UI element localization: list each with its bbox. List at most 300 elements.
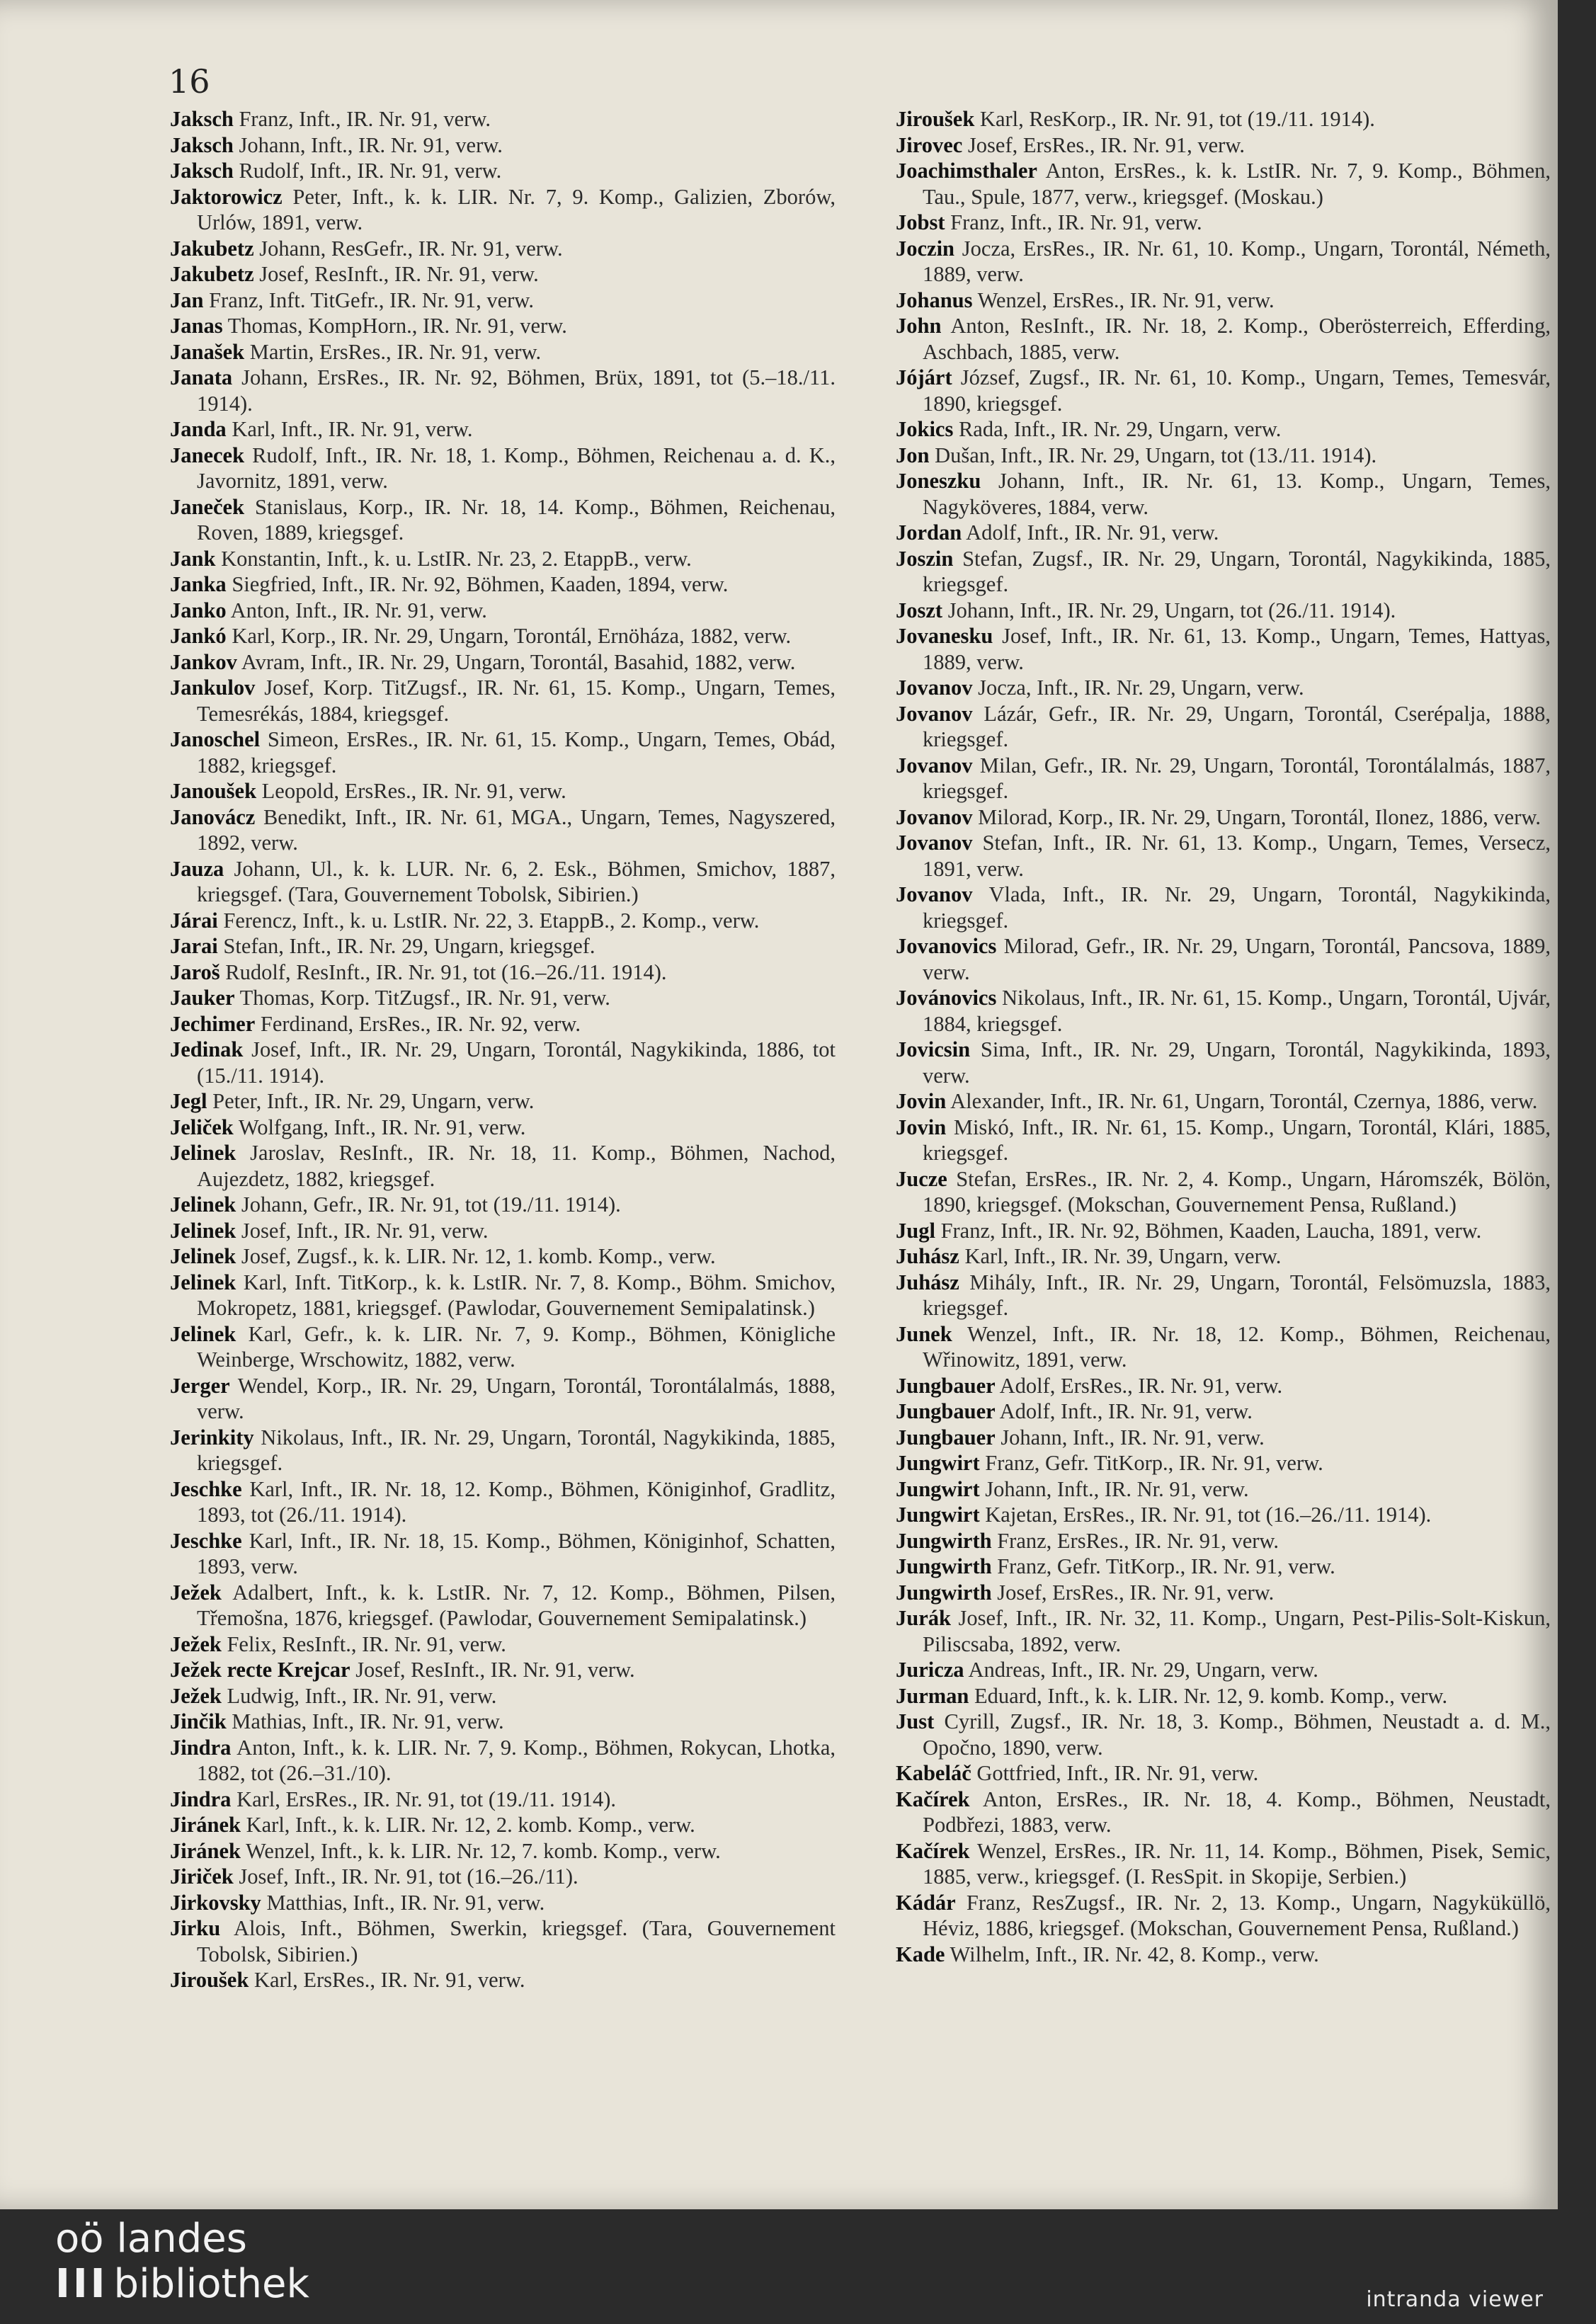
list-item [170,1735,836,1787]
list-item [170,1580,836,1631]
entry-surname: Jauza [170,856,224,881]
entry-surname: Jungwirt [896,1476,980,1501]
entry-details: Siegfried, Inft., IR. Nr. 92, Böhmen, Kaaden, 1894, verw. [226,572,729,596]
entry-surname: Jauker [170,986,235,1010]
entry-surname: Jaroš [170,959,220,984]
list-item [896,1709,1551,1760]
entry-details: Rudolf, ResInft., IR. Nr. 91, tot (16.–26./11. 1914). [220,959,667,984]
entry-details: Milorad, Korp., IR. Nr. 29, Ungarn, Torontál, Ilonez, 1886, verw. [972,804,1541,829]
list-item [896,1683,1551,1709]
list-item [896,1760,1551,1787]
entry-surname: Joszin [896,546,954,571]
entry-surname: Jungwirth [896,1554,992,1578]
entry-surname: Jerger [170,1373,230,1398]
list-item [896,1037,1551,1088]
entry-surname: Jaktorowicz [170,184,283,209]
entry-details: Josef, Inft., IR. Nr. 91, verw. [236,1218,489,1243]
entry-surname: Jungbauer [896,1425,996,1449]
entry-details: Martin, ErsRes., IR. Nr. 91, verw. [244,339,542,364]
list-item [896,1425,1551,1451]
entry-details: Thomas, KompHorn., IR. Nr. 91, verw. [222,314,567,338]
entry-details: Mihály, Inft., IR. Nr. 29, Ungarn, Torontál, Felsömuzsla, 1883, kriegsgef. [923,1270,1551,1320]
entry-details: Eduard, Inft., k. k. LIR. Nr. 12, 9. komb. Komp., verw. [969,1683,1448,1708]
entry-details: Ludwig, Inft., IR. Nr. 91, verw. [221,1683,497,1708]
list-item [896,365,1551,416]
list-item [170,1115,836,1141]
list-item [896,1890,1551,1942]
entry-details: Josef, ResInft., IR. Nr. 91, verw. [253,262,539,286]
entry-surname: Jirovec [896,132,963,157]
entry-surname: Jungwirth [896,1580,992,1605]
list-item [170,132,836,159]
entry-surname: Jelinek [170,1141,236,1165]
entry-details: Stanislaus, Korp., IR. Nr. 18, 14. Komp., Böhmen, Reichenau, Roven, 1889, kriegsgef. [197,494,836,545]
entry-details: Andreas, Inft., IR. Nr. 29, Ungarn, verw. [964,1658,1318,1682]
entry-details: Karl, Inft. TitKorp., k. k. LstIR. Nr. 7, 8. Komp., Böhm. Smichov, Mokropetz, 1881, kriegsgef. (Pawlodar, Gouvernement Semipalatinsk.) [197,1270,836,1320]
entry-details: Franz, ResZugsf., IR. Nr. 2, 13. Komp., Ungarn, Nagyküküllö, Héviz, 1886, kriegsgef. (Mokschan, Gouvernement Pensa, Rußland.) [923,1890,1551,1940]
entry-details: Wilhelm, Inft., IR. Nr. 42, 8. Komp., verw. [945,1942,1319,1966]
list-item [896,1166,1551,1218]
entry-details: Lázár, Gefr., IR. Nr. 29, Ungarn, Torontál, Cserépalja, 1888, kriegsgef. [923,701,1551,751]
list-item [896,210,1551,236]
list-item [896,598,1551,624]
entry-details: Anton, ErsRes., k. k. LstIR. Nr. 7, 9. Komp., Böhmen, Tau., Spule, 1877, verw., kriegsgef. (Moskau.) [923,159,1551,209]
entry-details: Johann, Inft., IR. Nr. 91, verw. [233,132,503,157]
entry-details: Stefan, ErsRes., IR. Nr. 2, 4. Komp., Ungarn, Háromszék, Bölön, 1890, kriegsgef. (Mokschan, Gouvernement Pensa, Rußland.) [923,1166,1551,1217]
entry-details: Johann, ResGefr., IR. Nr. 91, verw. [253,236,563,261]
list-item [170,106,836,132]
entry-details: Stefan, Zugsf., IR. Nr. 29, Ungarn, Torontál, Nagykikinda, 1885, kriegsgef. [923,546,1551,596]
entry-surname: Janecek [170,443,245,467]
entry-details: Karl, ResKorp., IR. Nr. 91, tot (19./11. 1914). [974,107,1375,131]
list-item [170,985,836,1011]
list-item [170,1037,836,1088]
entry-details: Rudolf, Inft., IR. Nr. 18, 1. Komp., Böhmen, Reichenau a. d. K., Javornitz, 1891, verw. [197,443,836,493]
entry-surname: Jovanov [896,753,973,777]
entry-surname: Janas [170,314,223,338]
entry-details: Adolf, ErsRes., IR. Nr. 91, verw. [995,1373,1283,1398]
entry-details: Wendel, Korp., IR. Nr. 29, Ungarn, Torontál, Torontálalmás, 1888, verw. [197,1373,836,1423]
list-item [170,675,836,727]
entry-details: Ferencz, Inft., k. u. LstIR. Nr. 22, 3. EtappB., 2. Komp., verw. [217,908,760,933]
entry-surname: Kade [896,1942,945,1966]
viewer-label: intranda viewer [1366,2287,1544,2312]
entry-details: Kajetan, ErsRes., IR. Nr. 91, tot (16.–26./11. 1914). [979,1503,1432,1527]
list-item [896,1554,1551,1580]
entry-surname: Jan [170,287,204,312]
list-item [170,1528,836,1580]
list-item [170,623,836,649]
entry-details: Karl, Inft., IR. Nr. 18, 15. Komp., Böhmen, Königinhof, Schatten, 1893, verw. [197,1528,836,1578]
list-item [896,1787,1551,1838]
list-item [170,1218,836,1244]
entry-details: Karl, Inft., IR. Nr. 39, Ungarn, verw. [959,1244,1282,1268]
list-item [896,416,1551,443]
entry-surname: Jucze [896,1166,947,1191]
list-item [896,1657,1551,1683]
list-item [170,1787,836,1813]
entry-details: Johann, Ul., k. k. LUR. Nr. 6, 2. Esk., Böhmen, Smichov, 1887, kriegsgef. (Tara, Gouvernement Tobolsk, Sibirien.) [197,856,836,906]
entry-details: Johann, Inft., IR. Nr. 91, verw. [995,1425,1265,1449]
entry-surname: Jirku [170,1916,221,1940]
entry-details: Josef, Inft., IR. Nr. 61, 13. Komp., Ungarn, Temes, Hattyas, 1889, verw. [923,624,1551,674]
entry-surname: Jungwirth [896,1528,992,1553]
entry-details: Wenzel, ErsRes., IR. Nr. 11, 14. Komp., Böhmen, Pisek, Semic, 1885, verw., kriegsgef. (I. ResSpit. in Skopije, Serbien.) [923,1838,1551,1889]
list-item [170,1373,836,1425]
entry-details: Franz, ErsRes., IR. Nr. 91, verw. [991,1528,1279,1553]
entry-surname: Jerinkity [170,1425,254,1449]
list-item [170,1088,836,1115]
list-item [170,1011,836,1037]
entry-surname: Kačírek [896,1787,970,1811]
entry-details: Milan, Gefr., IR. Nr. 29, Ungarn, Torontál, Torontálalmás, 1887, kriegsgef. [923,753,1551,803]
entry-surname: Jordan [896,520,962,545]
entry-details: Anton, ResInft., IR. Nr. 18, 2. Komp., Oberösterreich, Efferding, Aschbach, 1885, verw. [923,314,1551,364]
entry-details: Adalbert, Inft., k. k. LstIR. Nr. 7, 12. Komp., Böhmen, Pilsen, Třemošna, 1876, kriegsgef. (Pawlodar, Gouvernement Semipalatinsk.) [197,1580,836,1630]
entry-surname: Jovanovics [896,934,997,958]
entry-details: Jaroslav, ResInft., IR. Nr. 18, 11. Komp., Böhmen, Nachod, Aujezdetz, 1882, kriegsgef. [197,1141,836,1191]
entry-surname: Just [896,1709,935,1733]
list-item [896,1373,1551,1399]
list-item [170,933,836,959]
entry-details: Karl, Inft., IR. Nr. 18, 12. Komp., Böhmen, Königinhof, Gradlitz, 1893, tot (26./11. 1914). [197,1476,836,1527]
list-item [896,1243,1551,1270]
list-item [170,416,836,443]
entry-details: Anton, ErsRes., IR. Nr. 18, 4. Komp., Böhmen, Neustadt, Podbřezi, 1883, verw. [923,1787,1551,1837]
entry-details: Jocza, Inft., IR. Nr. 29, Ungarn, verw. [972,676,1304,700]
entry-surname: Jaksch [170,132,234,157]
entry-surname: Jelinek [170,1244,236,1268]
list-item [170,778,836,804]
entry-details: Avram, Inft., IR. Nr. 29, Ungarn, Torontál, Basahid, 1882, verw. [236,649,796,674]
list-item [896,236,1551,287]
entry-surname: Jovanov [896,804,973,829]
entry-surname: Jindra [170,1787,232,1811]
list-item [170,1657,836,1683]
entry-surname: Jiriček [170,1864,234,1889]
list-item [896,313,1551,365]
entry-surname: Jiránek [170,1813,241,1837]
list-item [170,571,836,598]
list-item [170,1192,836,1218]
list-item [896,443,1551,469]
list-item [170,959,836,986]
entry-surname: Janovácz [170,804,256,829]
entry-details: Gottfried, Inft., IR. Nr. 91, verw. [971,1761,1259,1785]
entry-surname: Ježek [170,1631,222,1656]
list-item [896,1088,1551,1115]
entry-surname: Jiroušek [170,1968,249,1992]
entry-details: Benedikt, Inft., IR. Nr. 61, MGA., Ungarn, Temes, Nagyszered, 1892, verw. [197,804,836,855]
entry-details: Johann, Inft., IR. Nr. 91, verw. [979,1476,1249,1501]
entry-details: Rada, Inft., IR. Nr. 29, Ungarn, verw. [953,417,1282,441]
entry-details: Karl, Gefr., k. k. LIR. Nr. 7, 9. Komp., Böhmen, Königliche Weinberge, Wrschowitz, 1882, verw. [197,1321,836,1372]
entry-details: Wenzel, ErsRes., IR. Nr. 91, verw. [972,287,1275,312]
entry-details: Adolf, Inft., IR. Nr. 91, verw. [962,520,1219,545]
entry-details: Josef, Korp. TitZugsf., IR. Nr. 61, 15. Komp., Ungarn, Temes, Temesrékás, 1884, kriegsgef. [197,676,836,726]
entry-surname: Joachimsthaler [896,159,1037,183]
list-item [896,287,1551,314]
entry-details: Franz, Inft., IR. Nr. 91, verw. [233,107,491,131]
entry-surname: Johanus [896,287,973,312]
entry-details: Konstantin, Inft., k. u. LstIR. Nr. 23, 2. EtappB., verw. [215,546,692,571]
entry-details: Karl, ErsRes., IR. Nr. 91, verw. [249,1968,525,1992]
entry-details: Franz, Inft., IR. Nr. 92, Böhmen, Kaaden, Laucha, 1891, verw. [935,1218,1482,1243]
entry-details: Alois, Inft., Böhmen, Swerkin, kriegsgef. (Tara, Gouvernement Tobolsk, Sibirien.) [197,1916,836,1966]
entry-surname: Juhász [896,1244,959,1268]
list-item [896,1218,1551,1244]
entry-surname: Janeček [170,494,245,519]
list-item [170,1476,836,1528]
entry-details: Josef, Inft., IR. Nr. 91, tot (16.–26./11). [233,1864,578,1889]
entry-surname: Jovanov [896,701,973,726]
entry-details: Johann, Inft., IR. Nr. 61, 13. Komp., Ungarn, Temes, Nagyköveres, 1884, verw. [923,469,1551,519]
list-item [170,1812,836,1838]
entry-surname: Jelinek [170,1218,236,1243]
list-item [896,1115,1551,1166]
list-item [170,184,836,236]
list-item [896,753,1551,804]
entry-surname: Jurák [896,1606,951,1630]
list-item [170,494,836,546]
entry-surname: Jungwirt [896,1503,980,1527]
entry-surname: Janoschel [170,727,261,751]
entry-surname: Jelinek [170,1192,236,1217]
entry-surname: Jokics [896,417,954,441]
entry-surname: Ježek [170,1580,222,1605]
list-item [896,623,1551,675]
list-item [170,158,836,184]
entry-details: Franz, Inft., IR. Nr. 91, verw. [945,210,1202,234]
entry-surname: Ježek recte Krejcar [170,1658,350,1682]
list-item [170,1838,836,1864]
list-item [170,1321,836,1373]
list-item [170,908,836,934]
list-item [896,132,1551,159]
list-item [170,1709,836,1735]
entry-details: Miskó, Inft., IR. Nr. 61, 15. Komp., Ungarn, Torontál, Klári, 1885, kriegsgef. [923,1115,1551,1165]
entry-details: Simeon, ErsRes., IR. Nr. 61, 15. Komp., Ungarn, Temes, Obád, 1882, kriegsgef. [197,727,836,777]
entry-surname: Jobst [896,210,945,234]
entry-surname: Jedinak [170,1037,244,1061]
entry-details: Franz, Gefr. TitKorp., IR. Nr. 91, verw. [979,1451,1323,1475]
entry-surname: Jakubetz [170,236,254,261]
list-item [896,830,1551,882]
entry-details: Thomas, Korp. TitZugsf., IR. Nr. 91, verw. [234,986,610,1010]
entry-details: Josef, ErsRes., IR. Nr. 91, verw. [962,132,1246,157]
list-item [896,1476,1551,1503]
entry-details: Nikolaus, Inft., IR. Nr. 61, 15. Komp., Ungarn, Torontál, Ujvár, 1884, kriegsgef. [923,986,1551,1036]
entry-details: Franz, Inft. TitGefr., IR. Nr. 91, verw. [203,287,534,312]
entry-details: Josef, ErsRes., IR. Nr. 91, verw. [991,1580,1275,1605]
entry-surname: Joneszku [896,469,981,493]
list-item [170,261,836,287]
list-item [170,1864,836,1890]
list-item [896,1450,1551,1476]
entry-surname: Jójárt [896,365,952,389]
entry-surname: Jungwirt [896,1451,980,1475]
list-item [896,1321,1551,1373]
entry-surname: Jakubetz [170,262,254,286]
entry-details: Wenzel, Inft., k. k. LIR. Nr. 12, 7. komb. Komp., verw. [240,1838,721,1863]
entry-details: Anton, Inft., IR. Nr. 91, verw. [226,598,487,622]
entry-surname: Juricza [896,1658,964,1682]
entry-details: Mathias, Inft., IR. Nr. 91, verw. [226,1709,504,1733]
list-item [896,158,1551,210]
list-item [896,1580,1551,1606]
list-item [896,804,1551,831]
entry-surname: Jovanesku [896,624,993,648]
entry-details: Jocza, ErsRes., IR. Nr. 61, 10. Komp., Ungarn, Torontál, Németh, 1889, verw. [923,236,1551,286]
entry-surname: Janašek [170,339,245,364]
entry-details: Sima, Inft., IR. Nr. 29, Ungarn, Torontál, Nagykikinda, 1893, verw. [923,1037,1551,1088]
entry-details: Karl, Inft., IR. Nr. 91, verw. [226,417,473,441]
list-item [170,287,836,314]
list-item [170,1425,836,1476]
list-item [896,1502,1551,1528]
entry-surname: Kádár [896,1890,956,1915]
list-item [896,1399,1551,1425]
entry-surname: Janata [170,365,233,389]
entry-surname: Jank [170,546,216,571]
entry-surname: Jinčik [170,1709,227,1733]
entry-surname: Járai [170,908,218,933]
list-item [896,701,1551,753]
entry-surname: Jovicsin [896,1037,971,1061]
list-item [896,106,1551,132]
list-item [170,649,836,676]
logo-bars: III [55,2261,108,2307]
entry-details: Nikolaus, Inft., IR. Nr. 29, Ungarn, Torontál, Nagykikinda, 1885, kriegsgef. [197,1425,836,1475]
list-item [170,804,836,856]
list-item [896,546,1551,598]
list-item [170,1890,836,1916]
entry-details: Peter, Inft., IR. Nr. 29, Ungarn, verw. [207,1089,535,1113]
entry-details: Stefan, Inft., IR. Nr. 61, 13. Komp., Ungarn, Temes, Versecz, 1891, verw. [923,831,1551,881]
entry-surname: Jiroušek [896,107,975,131]
entry-surname: Janoušek [170,779,257,803]
entry-details: Josef, Zugsf., k. k. LIR. Nr. 12, 1. komb. Komp., verw. [236,1244,716,1268]
entry-details: Josef, ResInft., IR. Nr. 91, verw. [350,1658,635,1682]
list-item [170,1140,836,1192]
entry-surname: Jovin [896,1089,947,1113]
entry-surname: Jovanov [896,882,973,906]
entry-surname: Ježek [170,1683,222,1708]
entry-details: Dušan, Inft., IR. Nr. 29, Ungarn, tot (13./11. 1914). [929,443,1377,467]
entry-surname: Jon [896,443,930,467]
entry-surname: Jankov [170,649,237,674]
entry-surname: Jurman [896,1683,969,1708]
entry-details: Karl, Korp., IR. Nr. 29, Ungarn, Torontál, Ernöháza, 1882, verw. [226,624,792,648]
entry-surname: Jaksch [170,107,234,131]
entry-details: Wenzel, Inft., IR. Nr. 18, 12. Komp., Böhmen, Reichenau, Wřinowitz, 1891, verw. [923,1321,1551,1372]
entry-surname: Jelinek [170,1321,236,1346]
logo-line-1: oö landes [55,2216,247,2262]
list-item [170,443,836,494]
entry-surname: Jindra [170,1735,232,1760]
entry-surname: Jovanov [896,676,973,700]
list-item [896,985,1551,1037]
list-item [170,1915,836,1967]
entry-surname: Kabeláč [896,1761,971,1785]
entry-details: Johann, Inft., IR. Nr. 29, Ungarn, tot (26./11. 1914). [942,598,1396,622]
entry-surname: Jeschke [170,1476,242,1501]
entry-surname: Janka [170,572,227,596]
entry-surname: Jovin [896,1115,947,1139]
list-item [170,1631,836,1658]
list-item [170,1967,836,1993]
entry-surname: Jeschke [170,1528,242,1553]
left-column [170,106,836,1993]
entry-surname: Jirkovsky [170,1890,261,1915]
list-item [896,520,1551,546]
entry-details: Rudolf, Inft., IR. Nr. 91, verw. [233,159,502,183]
list-item [896,933,1551,985]
entry-surname: Jankulov [170,676,256,700]
entry-details: Cyrill, Zugsf., IR. Nr. 18, 3. Komp., Böhmen, Neustadt a. d. M., Opočno, 1890, verw. [923,1709,1551,1760]
list-item [170,856,836,908]
entry-details: Ferdinand, ErsRes., IR. Nr. 92, verw. [255,1011,581,1036]
list-item [896,1942,1551,1968]
entry-surname: Junek [896,1321,952,1346]
list-item [170,339,836,365]
entry-details: Alexander, Inft., IR. Nr. 61, Ungarn, Torontál, Czernya, 1886, verw. [946,1089,1538,1113]
entry-details: Adolf, Inft., IR. Nr. 91, verw. [995,1399,1253,1423]
entry-surname: Jungbauer [896,1373,996,1398]
entry-details: Felix, ResInft., IR. Nr. 91, verw. [221,1631,506,1656]
entry-surname: Jegl [170,1089,207,1113]
library-logo [55,2216,309,2307]
entry-details: Anton, Inft., k. k. LIR. Nr. 7, 9. Komp., Böhmen, Rokycan, Lhotka, 1882, tot (26.–31./10). [197,1735,836,1785]
page-number: 16 [169,62,210,101]
list-item [170,727,836,778]
list-item [896,468,1551,520]
list-item [170,1683,836,1709]
entry-surname: Jovanov [896,831,973,855]
logo-line-2: bibliothek [113,2261,309,2307]
entry-surname: Jugl [896,1218,935,1243]
list-item [896,1605,1551,1657]
entry-surname: Jelinek [170,1270,236,1294]
list-item [896,882,1551,933]
entry-surname: Jovánovics [896,986,997,1010]
list-item [170,546,836,572]
entry-surname: Jeliček [170,1115,234,1139]
entry-details: József, Zugsf., IR. Nr. 61, 10. Komp., Ungarn, Temes, Temesvár, 1890, kriegsgef. [923,365,1551,416]
list-item [170,236,836,262]
entry-surname: Jechimer [170,1011,256,1036]
entry-details: Josef, Inft., IR. Nr. 29, Ungarn, Torontál, Nagykikinda, 1886, tot (15./11. 1914). [197,1037,836,1088]
entry-details: Stefan, Inft., IR. Nr. 29, Ungarn, kriegsgef. [217,934,595,958]
entry-surname: Kačírek [896,1838,970,1863]
entry-surname: Joczin [896,236,955,261]
entry-details: Karl, Inft., k. k. LIR. Nr. 12, 2. komb. Komp., verw. [240,1813,695,1837]
entry-surname: Juhász [896,1270,959,1294]
entry-details: Leopold, ErsRes., IR. Nr. 91, verw. [256,779,566,803]
entry-surname: Jankó [170,624,227,648]
list-item [896,675,1551,701]
entry-details: Johann, ErsRes., IR. Nr. 92, Böhmen, Brüx, 1891, tot (5.–18./11. 1914). [197,365,836,416]
list-item [170,313,836,339]
list-item [170,598,836,624]
entry-surname: Jungbauer [896,1399,996,1423]
entry-surname: John [896,314,942,338]
entry-details: Johann, Gefr., IR. Nr. 91, tot (19./11. 1914). [236,1192,621,1217]
entry-surname: Jiránek [170,1838,241,1863]
entry-surname: Jaksch [170,159,234,183]
entry-details: Wolfgang, Inft., IR. Nr. 91, verw. [233,1115,526,1139]
entry-details: Peter, Inft., k. k. LIR. Nr. 7, 9. Komp., Galizien, Zborów, Urlów, 1891, verw. [197,184,836,234]
